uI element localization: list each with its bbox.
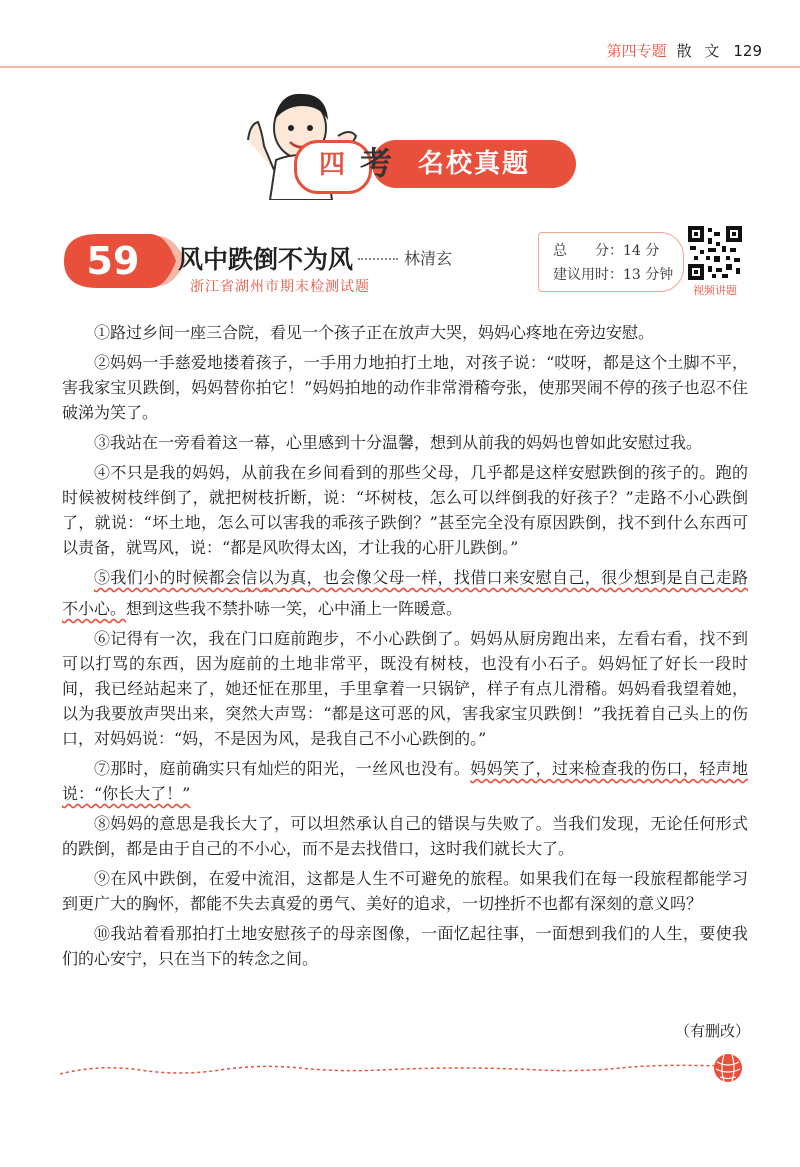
article-author: 林清玄 [404,249,453,268]
suggested-time: 建议用时：13 分钟 [553,267,674,283]
info-box [538,232,684,292]
yarn-ball-icon [712,1052,744,1084]
paragraph-7 [62,756,748,806]
paragraph-9: ⑨在风中跌倒，在爱中流泪，这都是人生不可避免的旅程。如果我们在每一段旅程都能学习到更广大的胸怀，都能不失去真爱的勇气、美好的追求，一切挫折不也都有深刻的意义吗？ [62,869,748,913]
p5-rest: 想到这些我不禁扑哧一笑，心中涌上一阵暖意。 [126,599,463,618]
paragraph-6: ⑥记得有一次，我在门口庭前跑步，不小心跌倒了。妈妈从厨房跑出来，左看右看，找不到可以打骂的东西，因为庭前的土地非常平，既没有树枝，也没有小石子。妈妈怔了好长一段时间，我已经站起来了，她还怔在那里，手里拿着一只锅铲，样子有点儿滑稽。妈妈看我望着她，以为我要放声哭出来，突然大声骂：“都是这可恶的风，害我家宝贝跌倒！”我抚着自己头上的伤口，对妈妈说：“妈，不是因为风，是我自己不小心跌倒的。” [62,629,748,748]
running-head [607,40,762,61]
subject-label: 散 文 [676,42,724,60]
qr-label[interactable]: 视频讲题 [693,284,737,297]
banner-kao: 考 [360,144,393,182]
p7-start: ⑦那时，庭前确实只有灿烂的阳光，一丝风也没有。 [94,759,471,778]
banner-number: 四 [318,150,345,180]
p5-underlined-start: ⑤我们小的时候都会信以为真，也会像父母一样，找借口来安慰自己，很少想到是自己走路不小心。 [62,568,748,618]
total-score: 总 分：14 分 [553,243,660,259]
article-body [62,320,748,976]
header-rule [0,66,800,68]
page-number: 129 [733,41,762,60]
paragraph-8: ⑧妈妈的意思是我长大了，可以坦然承认自己的错误与失败了。当我们发现，无论任何形式的跌倒，都是由于自己的不小心，而不是去找借口，这时我们就长大了。 [62,814,748,858]
paragraph-3: ③我站在一旁看着这一幕，心里感到十分温馨，想到从前我的妈妈也曾如此安慰过我。 [94,433,703,452]
emphasis-phrase: 信以为真 [241,568,307,587]
title-dots [358,258,398,260]
article-title: 风中跌倒不为风 [178,245,354,274]
paragraph-10: ⑩我站着看那拍打土地安慰孩子的母亲图像，一面忆起往事，一面想到我们的人生，要使我们的心安宁，只在当下的转念之间。 [62,924,748,968]
article-source: 浙江省湖州市期末检测试题 [190,279,370,295]
qr-code-icon[interactable] [688,226,742,280]
footer-wave-line [60,1060,720,1080]
paragraph-2: ②妈妈一手慈爱地搂着孩子，一手用力地拍打土地，对孩子说：“哎呀，都是这个土脚不平，害我家宝贝跌倒，妈妈替你拍它！”妈妈拍地的动作非常滑稽夸张，使那哭闹不停的孩子也忍不住破涕为笑了。 [62,353,748,422]
paragraph-4: ④不只是我的妈妈，从前我在乡间看到的那些父母，几乎都是这样安慰跌倒的孩子的。跑的时候被树枝绊倒了，就把树枝折断，说：“坏树枝，怎么可以绊倒我的好孩子？”走路不小心跌倒了，就说：“坏土地，怎么可以害我的乖孩子跌倒？”甚至完全没有原因跌倒，找不到什么东西可以责备，就骂风，说：“都是风吹得太凶，才让我的心肝儿跌倒。” [62,463,748,557]
paragraph-1: ①路过乡间一座三合院，看见一个孩子正在放声大哭，妈妈心疼地在旁边安慰。 [94,323,655,342]
article-number: 59 [86,239,140,283]
paragraph-5 [62,565,748,621]
p7-underlined: 妈妈笑了，过来检查我的伤口，轻声地说：“你长大了！” [62,759,748,803]
banner-title: 名校真题 [418,149,531,179]
topic-label: 第四专题 [606,42,667,60]
edit-note: （有删改） [674,1022,750,1040]
